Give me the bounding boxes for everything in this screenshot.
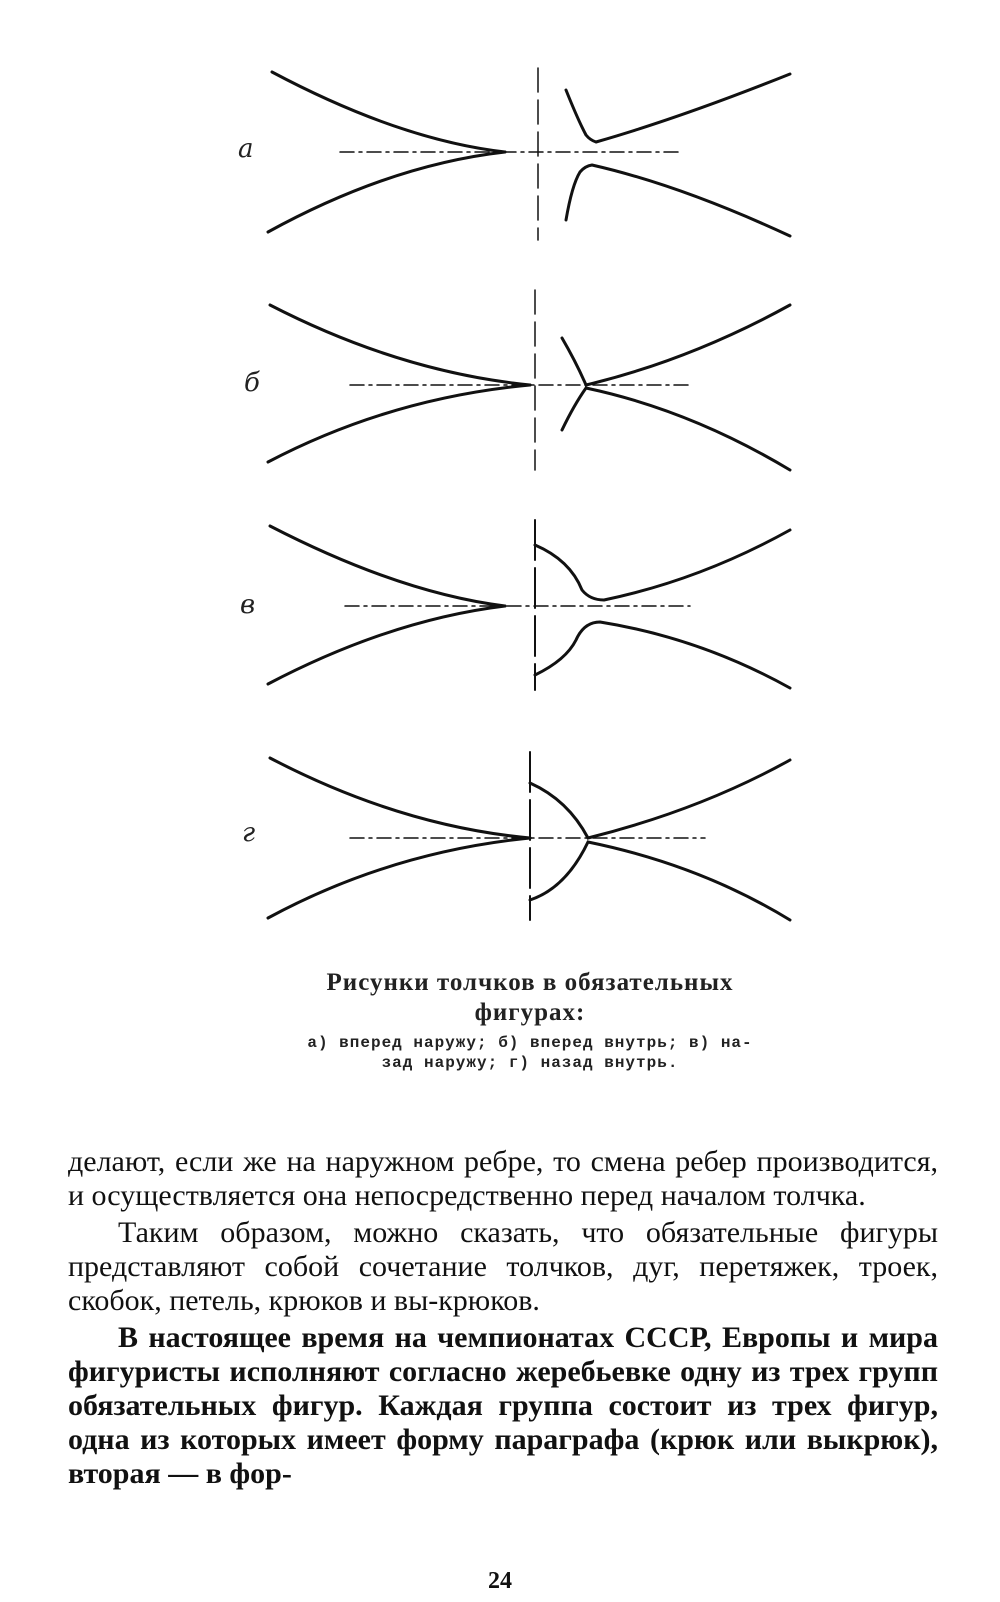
panel-label-v: в: [240, 590, 256, 620]
panel-label-a: а: [238, 134, 254, 164]
panel-v-diagram: [268, 520, 790, 690]
paragraph-3: В настоящее время на чемпионатах СССР, Европы и мира фигуристы исполняют согласно жеребьевке одну из трех групп обязательных фигур. Каждая группа состоит из трех фигур, одна из которых имеет форму параграфа (крюк или выкрюк), вторая — в фор-: [68, 1321, 938, 1490]
figure-legend: [260, 1033, 800, 1073]
panel-a-diagram: [268, 68, 790, 240]
panel-g-diagram: [268, 752, 790, 920]
paragraph-2: Таким образом, можно сказать, что обязательные фигуры представляют собой сочетание толчков, дуг, перетяжек, троек, скобок, петель, крюков и вы-крюков.: [68, 1216, 938, 1317]
paragraph-1: делают, если же на наружном ребре, то смена ребер производится, и осуществляется она непосредственно перед началом толчка.: [68, 1145, 938, 1212]
panel-label-b: б: [244, 368, 260, 398]
legend-line-1: а) вперед наружу; б) вперед внутрь; в) на-: [307, 1034, 753, 1052]
page-number: 24: [488, 1568, 512, 1594]
panel-b-diagram: [268, 290, 790, 470]
legend-line-2: зад наружу; г) назад внутрь.: [381, 1054, 679, 1072]
figure-caption: [250, 968, 810, 1028]
caption-line-2: фигурах:: [474, 999, 586, 1026]
body-text: [68, 1145, 938, 1491]
panel-label-g: г: [242, 818, 256, 848]
caption-line-1: Рисунки толчков в обязательных: [326, 969, 734, 996]
